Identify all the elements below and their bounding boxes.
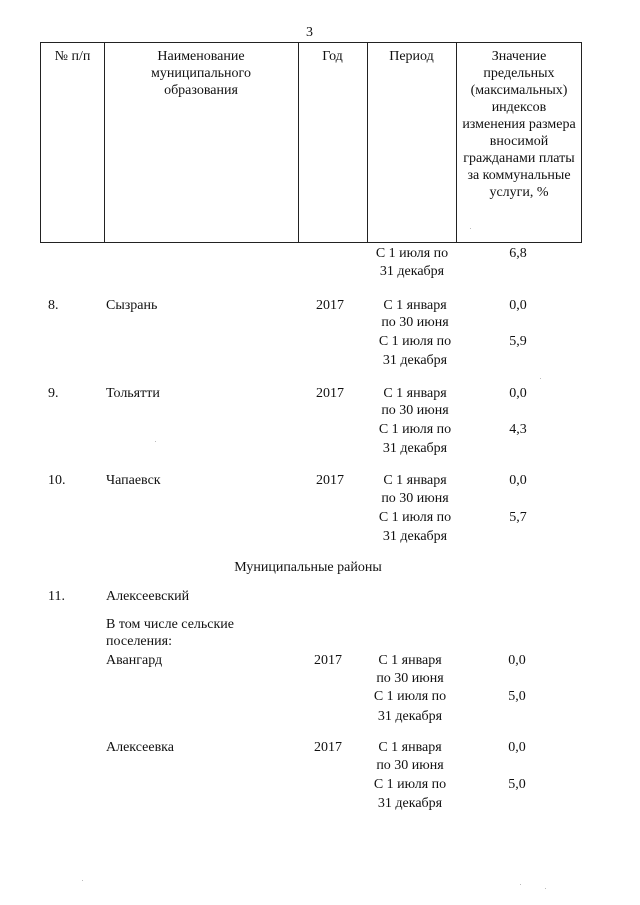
subgroup-label: поселения: [106, 634, 172, 649]
period-start: С 1 июля по [378, 422, 452, 437]
header-num: № п/п [54, 49, 91, 64]
period-end: по 30 июня [381, 491, 449, 506]
municipality-name: Тольятти [106, 386, 160, 401]
scan-speck [155, 441, 156, 442]
period-end: по 30 июня [376, 671, 444, 686]
settlement-name: Авангард [106, 653, 163, 668]
period-end: по 30 июня [381, 403, 449, 418]
header-period: Период [389, 49, 434, 64]
index-value: 5,0 [508, 689, 526, 704]
index-value: 0,0 [509, 386, 527, 401]
period-start: С 1 июля по [373, 689, 447, 704]
row-year: 2017 [314, 740, 342, 755]
row-number: 10. [48, 473, 66, 488]
page-number: 3 [306, 25, 313, 40]
period-start: С 1 июля по [375, 246, 449, 261]
period-end: 31 декабря [379, 264, 445, 279]
index-value: 5,0 [508, 777, 526, 792]
municipality-name: Сызрань [106, 298, 158, 313]
scan-speck [82, 880, 83, 881]
period-end: 31 декабря [377, 709, 443, 724]
period-end: по 30 июня [381, 315, 449, 330]
period-start: С 1 января [378, 653, 442, 668]
index-value: 0,0 [509, 298, 527, 313]
period-start: С 1 июля по [373, 777, 447, 792]
row-year: 2017 [316, 298, 344, 313]
table-header [40, 42, 582, 243]
scan-speck [470, 228, 471, 229]
index-value: 4,3 [509, 422, 527, 437]
scan-speck [540, 378, 541, 379]
header-year: Год [322, 49, 343, 64]
period-end: 31 декабря [377, 796, 443, 811]
row-year: 2017 [316, 386, 344, 401]
row-year: 2017 [314, 653, 342, 668]
index-value: 0,0 [508, 740, 526, 755]
row-number: 9. [48, 386, 59, 401]
index-value: 5,9 [509, 334, 527, 349]
row-number: 8. [48, 298, 59, 313]
settlement-name: Алексеевка [106, 740, 174, 755]
column-divider [298, 43, 299, 242]
row-number: 11. [48, 589, 65, 604]
municipality-name: Чапаевск [106, 473, 161, 488]
index-value: 5,7 [509, 510, 527, 525]
column-divider [104, 43, 105, 242]
period-start: С 1 января [383, 298, 447, 313]
scan-speck [520, 884, 521, 885]
period-end: 31 декабря [382, 353, 448, 368]
district-name: Алексеевский [106, 589, 190, 604]
row-year: 2017 [316, 473, 344, 488]
period-start: С 1 января [383, 386, 447, 401]
index-value: 6,8 [509, 246, 527, 261]
period-end: по 30 июня [376, 758, 444, 773]
period-end: 31 декабря [382, 441, 448, 456]
index-value: 0,0 [508, 653, 526, 668]
period-start: С 1 июля по [378, 334, 452, 349]
index-value: 0,0 [509, 473, 527, 488]
column-divider [367, 43, 368, 242]
scan-speck [545, 888, 546, 889]
period-start: С 1 января [383, 473, 447, 488]
period-end: 31 декабря [382, 529, 448, 544]
subgroup-label: В том числе сельские [106, 617, 235, 632]
header-name: Наименование муниципального образования [151, 49, 251, 98]
header-value: Значение предельных (максимальных) индексов изменения размера вносимой гражданами платы за коммунальные услуги, % [462, 49, 576, 200]
column-divider [456, 43, 457, 242]
period-start: С 1 января [378, 740, 442, 755]
section-title: Муниципальные районы [234, 560, 382, 575]
period-start: С 1 июля по [378, 510, 452, 525]
